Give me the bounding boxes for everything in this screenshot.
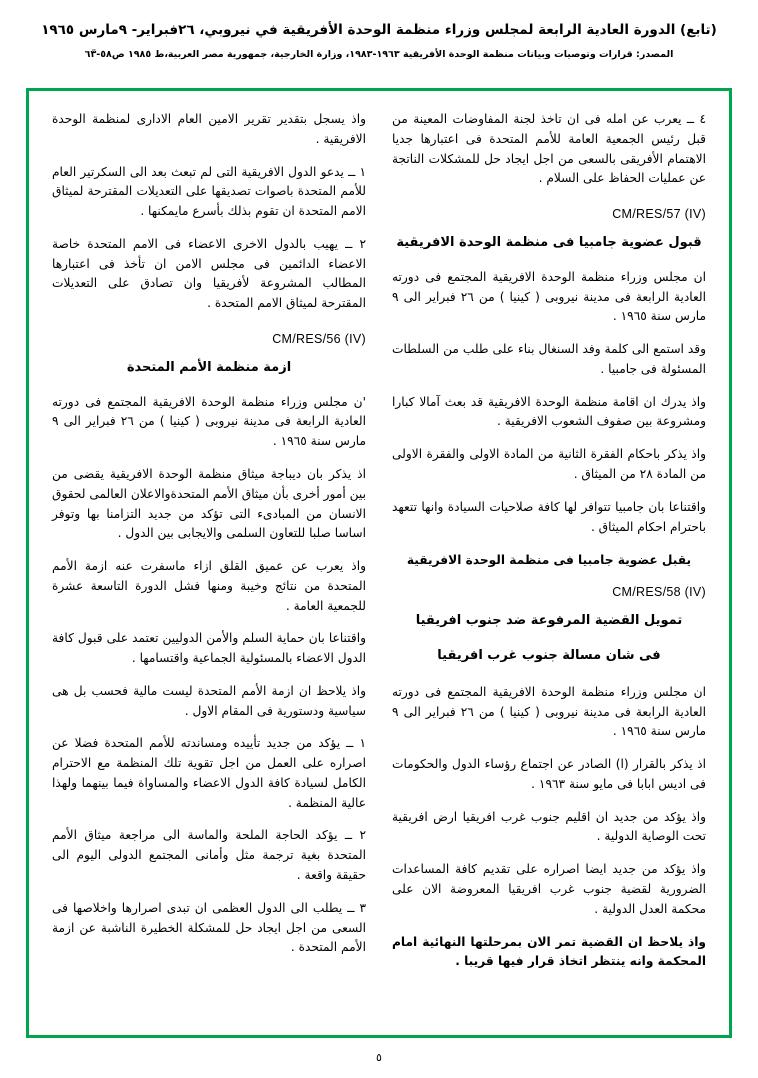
paragraph: واذ يعرب عن عميق القلق ازاء ماسفرت عنه ازمة الأمم المتحدة من نتائج وخيبة ومنها فشل الدورة التاسعة عشرة للجمعية العامة . <box>52 559 366 613</box>
paragraph: واذ يلاحظ ان ازمة الأمم المتحدة ليست مالية فحسب بل هى سياسية ودستورية فى المقام الاول . <box>52 683 366 718</box>
paragraph: اذ يذكر بان ديباجة ميثاق منظمة الوحدة الافريقية يقضى من بين أمور أخرى بأن ميثاق الأمم المتحدةوالاعلان العالمى لحقوق الانسان من المبادىء التى تؤكد من جديد التزامنا بها وتوفر اساسا صلبا للتعاون السلمى والايجابى بين الدول . <box>51 466 366 541</box>
paragraph: واذ يؤكد من جديد ان اقليم جنوب غرب افريقيا ارض افريقية تحت الوصاية الدولية . <box>392 809 706 844</box>
column-right <box>392 110 706 1016</box>
paragraph: ٤ ــ يعرب عن امله فى ان تاخذ لجنة المفاوضات المعينة من قبل رئيس الجمعية العامة للأمم المتحدة فى اعتبارها جديا الاهتمام الأفريقى بالسعى من اجل ايجاد حل للمشكلات الناتجة عن عمليات الحفاظ على السلام . <box>392 112 706 186</box>
section-subtitle-second-line: فى شان مسالة جنوب غرب افريقيا <box>437 648 661 664</box>
resolution-code: CM/RES/58 (IV) <box>612 585 706 600</box>
paragraph: وقد استمع الى كلمة وفد السنغال بناء على طلب من السلطات المسئولة فى جامبيا . <box>392 342 706 376</box>
page-title: (تابع) الدورة العادية الرابعة لمجلس وزراء منظمة الوحدة الأفريقية في نيروبي، ٢٦فبراير- ٩مارس ١٩٦٥ <box>41 22 717 38</box>
column-left <box>52 110 366 1016</box>
paragraph: واذ يؤكد من جديد ايضا اصراره على تقديم كافة المساعدات الضرورية لقضية جنوب غرب افريقيا المعروضة الان على محكمة العدل الدولية . <box>392 862 706 916</box>
paragraph: واذ يسجل بتقدير تقرير الامين العام الادارى لمنظمة الوحدة الافريقية . <box>52 112 366 146</box>
paragraph: واذ يدرك ان اقامة منظمة الوحدة الافريقية قد بعث آمالا كبارا ومشروعة بين صفوف الشعوب الافريقية . <box>392 394 706 429</box>
section-subtitle: ازمة منظمة الأمم المتحدة <box>126 359 292 375</box>
paragraph: ان مجلس وزراء منظمة الوحدة الافريقية المجتمع فى دورته العادية الرابعة فى مدينة نيروبى ( كينيا ) من ٢٦ فبراير الى ٩ مارس سنة ١٩٦٥ . <box>392 269 706 324</box>
section-subtitle: قبول عضوية جامبيا فى منظمة الوحدة الافريقية <box>396 235 702 251</box>
paragraph: اذ يذكر بالقرار (ا) الصادر عن اجتماع رؤساء الدول والحكومات فى اديس ابابا فى مايو سنة ١٩٦٣ . <box>392 757 706 791</box>
paragraph: واذ يذكر باحكام الفقرة الثانية من المادة الاولى والفقرة الاولى من المادة ٢٨ من الميثاق . <box>392 447 706 481</box>
section-subtitle: تمويل القضية المرفوعة ضد جنوب افريقيا <box>415 613 683 629</box>
paragraph: ٢ ــ يهيب بالدول الاخرى الاعضاء فى الامم المتحدة خاصة الاعضاء الدائمين فى مجلس الامن ان تأخذ فى اعتبارها المطالب المشروعة لأفريقيا وان تصادق على التعديلات المقترحة لميثاق الامم المتحدة . <box>52 236 366 311</box>
resolution-code: CM/RES/57 (IV) <box>612 207 706 222</box>
resolution-code: CM/RES/56 (IV) <box>272 331 366 346</box>
paragraph: ١ ــ يؤكد من جديد تأييده ومساندته للأمم المتحدة فضلا عن اصراره على العمل من اجل تقوية تلك المنظمة مع الاحترام الكامل لسيادة كافة الدول الاعضاء والمساواة فيما بينهما ولهذا عالية المنظمة . <box>52 736 366 810</box>
paragraph: ان مجلس وزراء منظمة الوحدة الافريقية المجتمع فى دورته العادية الرابعة فى مدينة نيروبى ( كينيا ) من ٢٦ فبراير الى ٩ مارس سنة ١٩٦٥ . <box>392 684 706 739</box>
paragraph: واذ يلاحظ ان القضية تمر الان بمرحلتها النهائية امام المحكمة وانه ينتظر اتخاذ قرار فيها قريبا . <box>392 934 706 969</box>
paragraph: واقتناعا بان جامبيا تتوافر لها كافة صلاحيات السيادة وانها تتعهد باحترام احكام الميثاق . <box>392 499 706 534</box>
resolution-statement: يقبل عضوية جامبيا فى منظمة الوحدة الافريقية <box>406 553 692 568</box>
paragraph: ٢ ــ يؤكد الحاجة الملحة والماسة الى مراجعة ميثاق الأمم المتحدة بغية ترجمة مثل وأمانى المجتمع الدولى اليوم الى حقيقة واقعة . <box>52 828 366 882</box>
paragraph: ٣ ــ يطلب الى الدول العظمى ان تبدى اصرارها واخلاصها فى السعى من اجل ايجاد حل للمشكلة الخطيرة الناشبة عن ازمة الأمم المتحدة . <box>52 900 366 955</box>
page-number: ٥ <box>376 1051 382 1064</box>
source-line: المصدر: قرارات وتوصيات وبيانات منظمة الوحدة الأفريقية ١٩٦٣-١٩٨٣، وزارة الخارجية، جمهورية مصر العربية،ط ١٩٨٥ ص٥٨-٦٣̈ <box>84 49 674 61</box>
paragraph: واقتناعا بان حماية السلم والأمن الدوليين تعتمد على قبول كافة الدول الاعضاء بالمسئولية الجماعية واقتسامها . <box>52 631 366 666</box>
page-header <box>26 20 732 62</box>
paragraph: 'ن مجلس وزراء منظمة الوحدة الافريقية المجتمع فى دورته العادية الرابعة فى مدينة نيروبى ( كينيا ) من ٢٦ فبراير الى ٩ مارس سنة ١٩٦٥ . <box>52 394 366 449</box>
two-column-body <box>34 96 724 1030</box>
paragraph: ١ ــ يدعو الدول الافريقية التى لم تبعث بعد الى السكرتير العام للأمم المتحدة باصوات تصديقها على التعديلات المقترحة لميثاق الامم المتحدة ان تقوم بذلك بأسرع مايمكنها . <box>52 164 366 219</box>
